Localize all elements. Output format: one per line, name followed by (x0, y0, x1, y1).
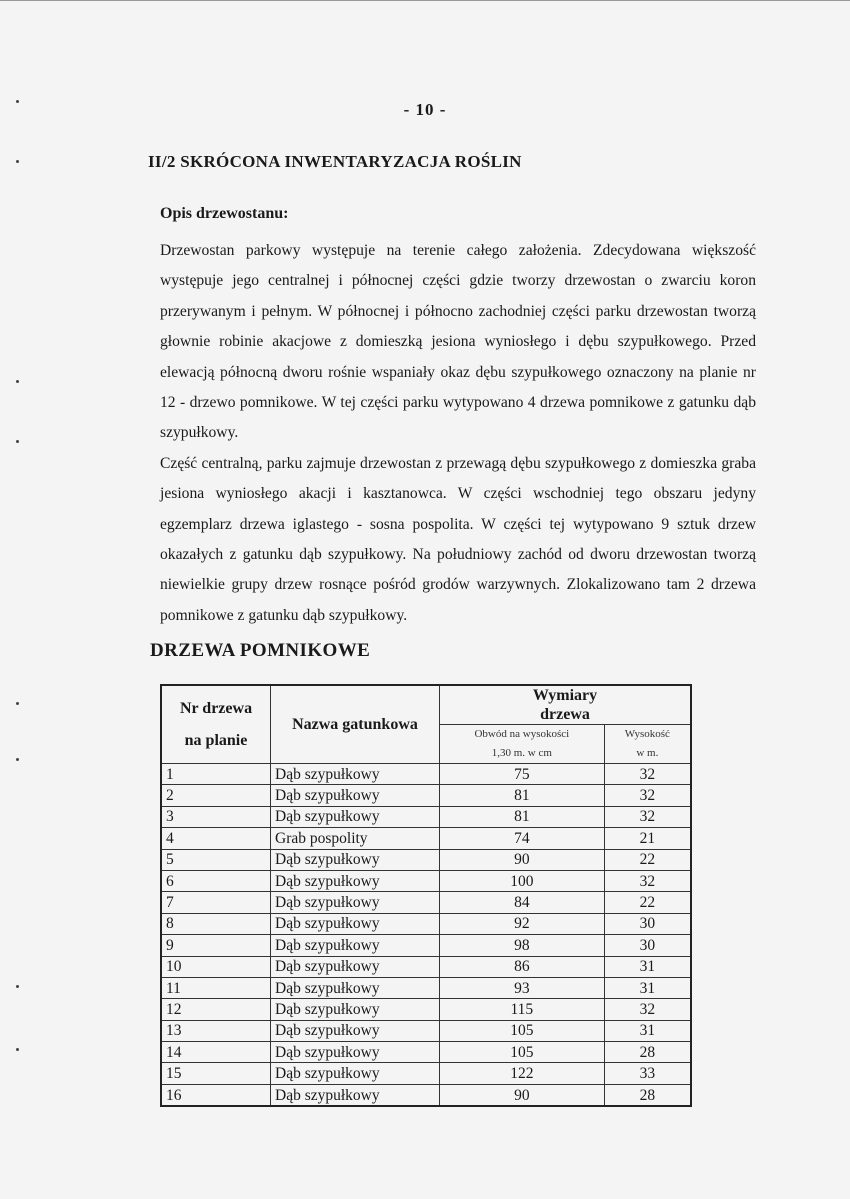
cell-nr: 8 (161, 913, 271, 934)
cell-height: 33 (604, 1063, 691, 1084)
cell-name: Dąb szypułkowy (271, 1042, 440, 1063)
cell-girth: 105 (440, 1042, 605, 1063)
column-header-nr (161, 685, 271, 764)
cell-girth: 74 (440, 828, 605, 849)
cell-height: 31 (604, 956, 691, 977)
cell-girth: 100 (440, 870, 605, 891)
cell-nr: 14 (161, 1042, 271, 1063)
table-row (161, 1020, 691, 1041)
column-header-girth (440, 725, 605, 764)
table-row (161, 892, 691, 913)
cell-nr: 7 (161, 892, 271, 913)
cell-girth: 84 (440, 892, 605, 913)
cell-nr: 10 (161, 956, 271, 977)
cell-height: 32 (604, 999, 691, 1020)
cell-girth: 75 (440, 764, 605, 785)
cell-name: Dąb szypułkowy (271, 892, 440, 913)
cell-name: Dąb szypułkowy (271, 977, 440, 998)
scan-edge-line (0, 0, 850, 1)
table-row (161, 764, 691, 785)
cell-girth: 93 (440, 977, 605, 998)
cell-nr: 9 (161, 935, 271, 956)
cell-height: 32 (604, 806, 691, 827)
cell-height: 31 (604, 1020, 691, 1041)
header-text: w m. (636, 747, 659, 759)
scan-speck (16, 702, 19, 705)
cell-girth: 105 (440, 1020, 605, 1041)
cell-nr: 16 (161, 1084, 271, 1106)
cell-girth: 86 (440, 956, 605, 977)
scan-speck (16, 160, 19, 163)
table-row (161, 935, 691, 956)
cell-nr: 15 (161, 1063, 271, 1084)
scan-speck (16, 440, 19, 443)
cell-height: 28 (604, 1042, 691, 1063)
table-row (161, 1042, 691, 1063)
table-row (161, 977, 691, 998)
cell-girth: 98 (440, 935, 605, 956)
cell-nr: 13 (161, 1020, 271, 1041)
cell-name: Dąb szypułkowy (271, 785, 440, 806)
cell-height: 21 (604, 828, 691, 849)
scan-speck (16, 758, 19, 761)
cell-height: 32 (604, 785, 691, 806)
cell-nr: 4 (161, 828, 271, 849)
cell-name: Dąb szypułkowy (271, 806, 440, 827)
cell-height: 32 (604, 870, 691, 891)
cell-nr: 6 (161, 870, 271, 891)
cell-name: Dąb szypułkowy (271, 870, 440, 891)
cell-name: Dąb szypułkowy (271, 913, 440, 934)
table-body (161, 764, 691, 1107)
cell-height: 31 (604, 977, 691, 998)
cell-name: Dąb szypułkowy (271, 1063, 440, 1084)
monument-trees-table (160, 684, 692, 1107)
header-text: na planie (184, 731, 248, 749)
scan-speck (16, 985, 19, 988)
header-text: 1,30 m. w cm (491, 747, 552, 759)
cell-height: 28 (604, 1084, 691, 1106)
paragraph: Część centralną, parku zajmuje drzewostan z przewagą dębu szypułkowego z domieszka graba jesiona wyniosłego akacji i kasztanowca. W części wschodniej tego obszaru jedyny egzemplarz drzewa iglastego - sosna pospolita. W części tej wytypowano 9 sztuk drzew okazałych z gatunku dąb szypułkowy. Na południowy zachód od dworu drzewostan tworzą niewielkie grupy drzew rosnące pośród grodów warzywnych. Zlokalizowano tam 2 drzewa pomnikowe z gatunku dąb szypułkowy. (160, 454, 756, 624)
cell-girth: 81 (440, 806, 605, 827)
section-title: II/2 SKRÓCONA INWENTARYZACJA ROŚLIN (148, 152, 522, 171)
scan-speck (16, 1048, 19, 1051)
cell-height: 22 (604, 849, 691, 870)
body-text (160, 236, 756, 631)
cell-girth: 81 (440, 785, 605, 806)
table-row (161, 1063, 691, 1084)
cell-height: 30 (604, 913, 691, 934)
paragraph: Drzewostan parkowy występuje na terenie całego założenia. Zdecydowana większość występuje jego centralnej i północnej części gdzie tworzy drzewostan o zwarciu koron przerywanym i pełnym. W północnej i północno zachodniej części parku drzewostan tworzą głownie robinie akacjowe z domieszką jesiona wyniosłego i dębu szypułkowego. Przed elewacją północną dworu rośnie wspaniały okaz dębu szypułkowego oznaczony na planie nr 12 - drzewo pomnikowe. W tej części parku wytypowano 4 drzewa pomnikowe z gatunku dąb szypułkowy. (160, 242, 756, 442)
table-row (161, 806, 691, 827)
header-text: Obwód na wysokości (474, 728, 570, 740)
cell-height: 32 (604, 764, 691, 785)
table-row (161, 999, 691, 1020)
page-number: - 10 - (403, 100, 447, 119)
cell-nr: 12 (161, 999, 271, 1020)
cell-girth: 90 (440, 1084, 605, 1106)
column-header-dimensions (440, 685, 692, 725)
header-text: Wymiary (532, 687, 598, 704)
cell-nr: 5 (161, 849, 271, 870)
cell-name: Grab pospolity (271, 828, 440, 849)
cell-height: 22 (604, 892, 691, 913)
cell-name: Dąb szypułkowy (271, 1020, 440, 1041)
cell-name: Dąb szypułkowy (271, 956, 440, 977)
cell-name: Dąb szypułkowy (271, 1084, 440, 1106)
table-row (161, 828, 691, 849)
table-row (161, 913, 691, 934)
table-row (161, 1084, 691, 1106)
cell-name: Dąb szypułkowy (271, 999, 440, 1020)
header-text: Wysokość (624, 728, 670, 740)
header-text: drzewa (540, 706, 590, 723)
cell-girth: 122 (440, 1063, 605, 1084)
table-row (161, 785, 691, 806)
cell-nr: 3 (161, 806, 271, 827)
cell-name: Dąb szypułkowy (271, 849, 440, 870)
cell-nr: 11 (161, 977, 271, 998)
cell-name: Dąb szypułkowy (271, 764, 440, 785)
table-row (161, 849, 691, 870)
column-header-height (604, 725, 691, 764)
cell-height: 30 (604, 935, 691, 956)
cell-girth: 115 (440, 999, 605, 1020)
table-row (161, 870, 691, 891)
cell-name: Dąb szypułkowy (271, 935, 440, 956)
column-header-name: Nazwa gatunkowa (271, 685, 440, 764)
cell-girth: 90 (440, 849, 605, 870)
header-text: Nr drzewa (179, 699, 253, 717)
scan-speck (16, 380, 19, 383)
subsection-title: Opis drzewostanu: (160, 205, 289, 222)
cell-girth: 92 (440, 913, 605, 934)
cell-nr: 1 (161, 764, 271, 785)
cell-nr: 2 (161, 785, 271, 806)
table-heading: DRZEWA POMNIKOWE (150, 640, 371, 661)
table-row (161, 956, 691, 977)
